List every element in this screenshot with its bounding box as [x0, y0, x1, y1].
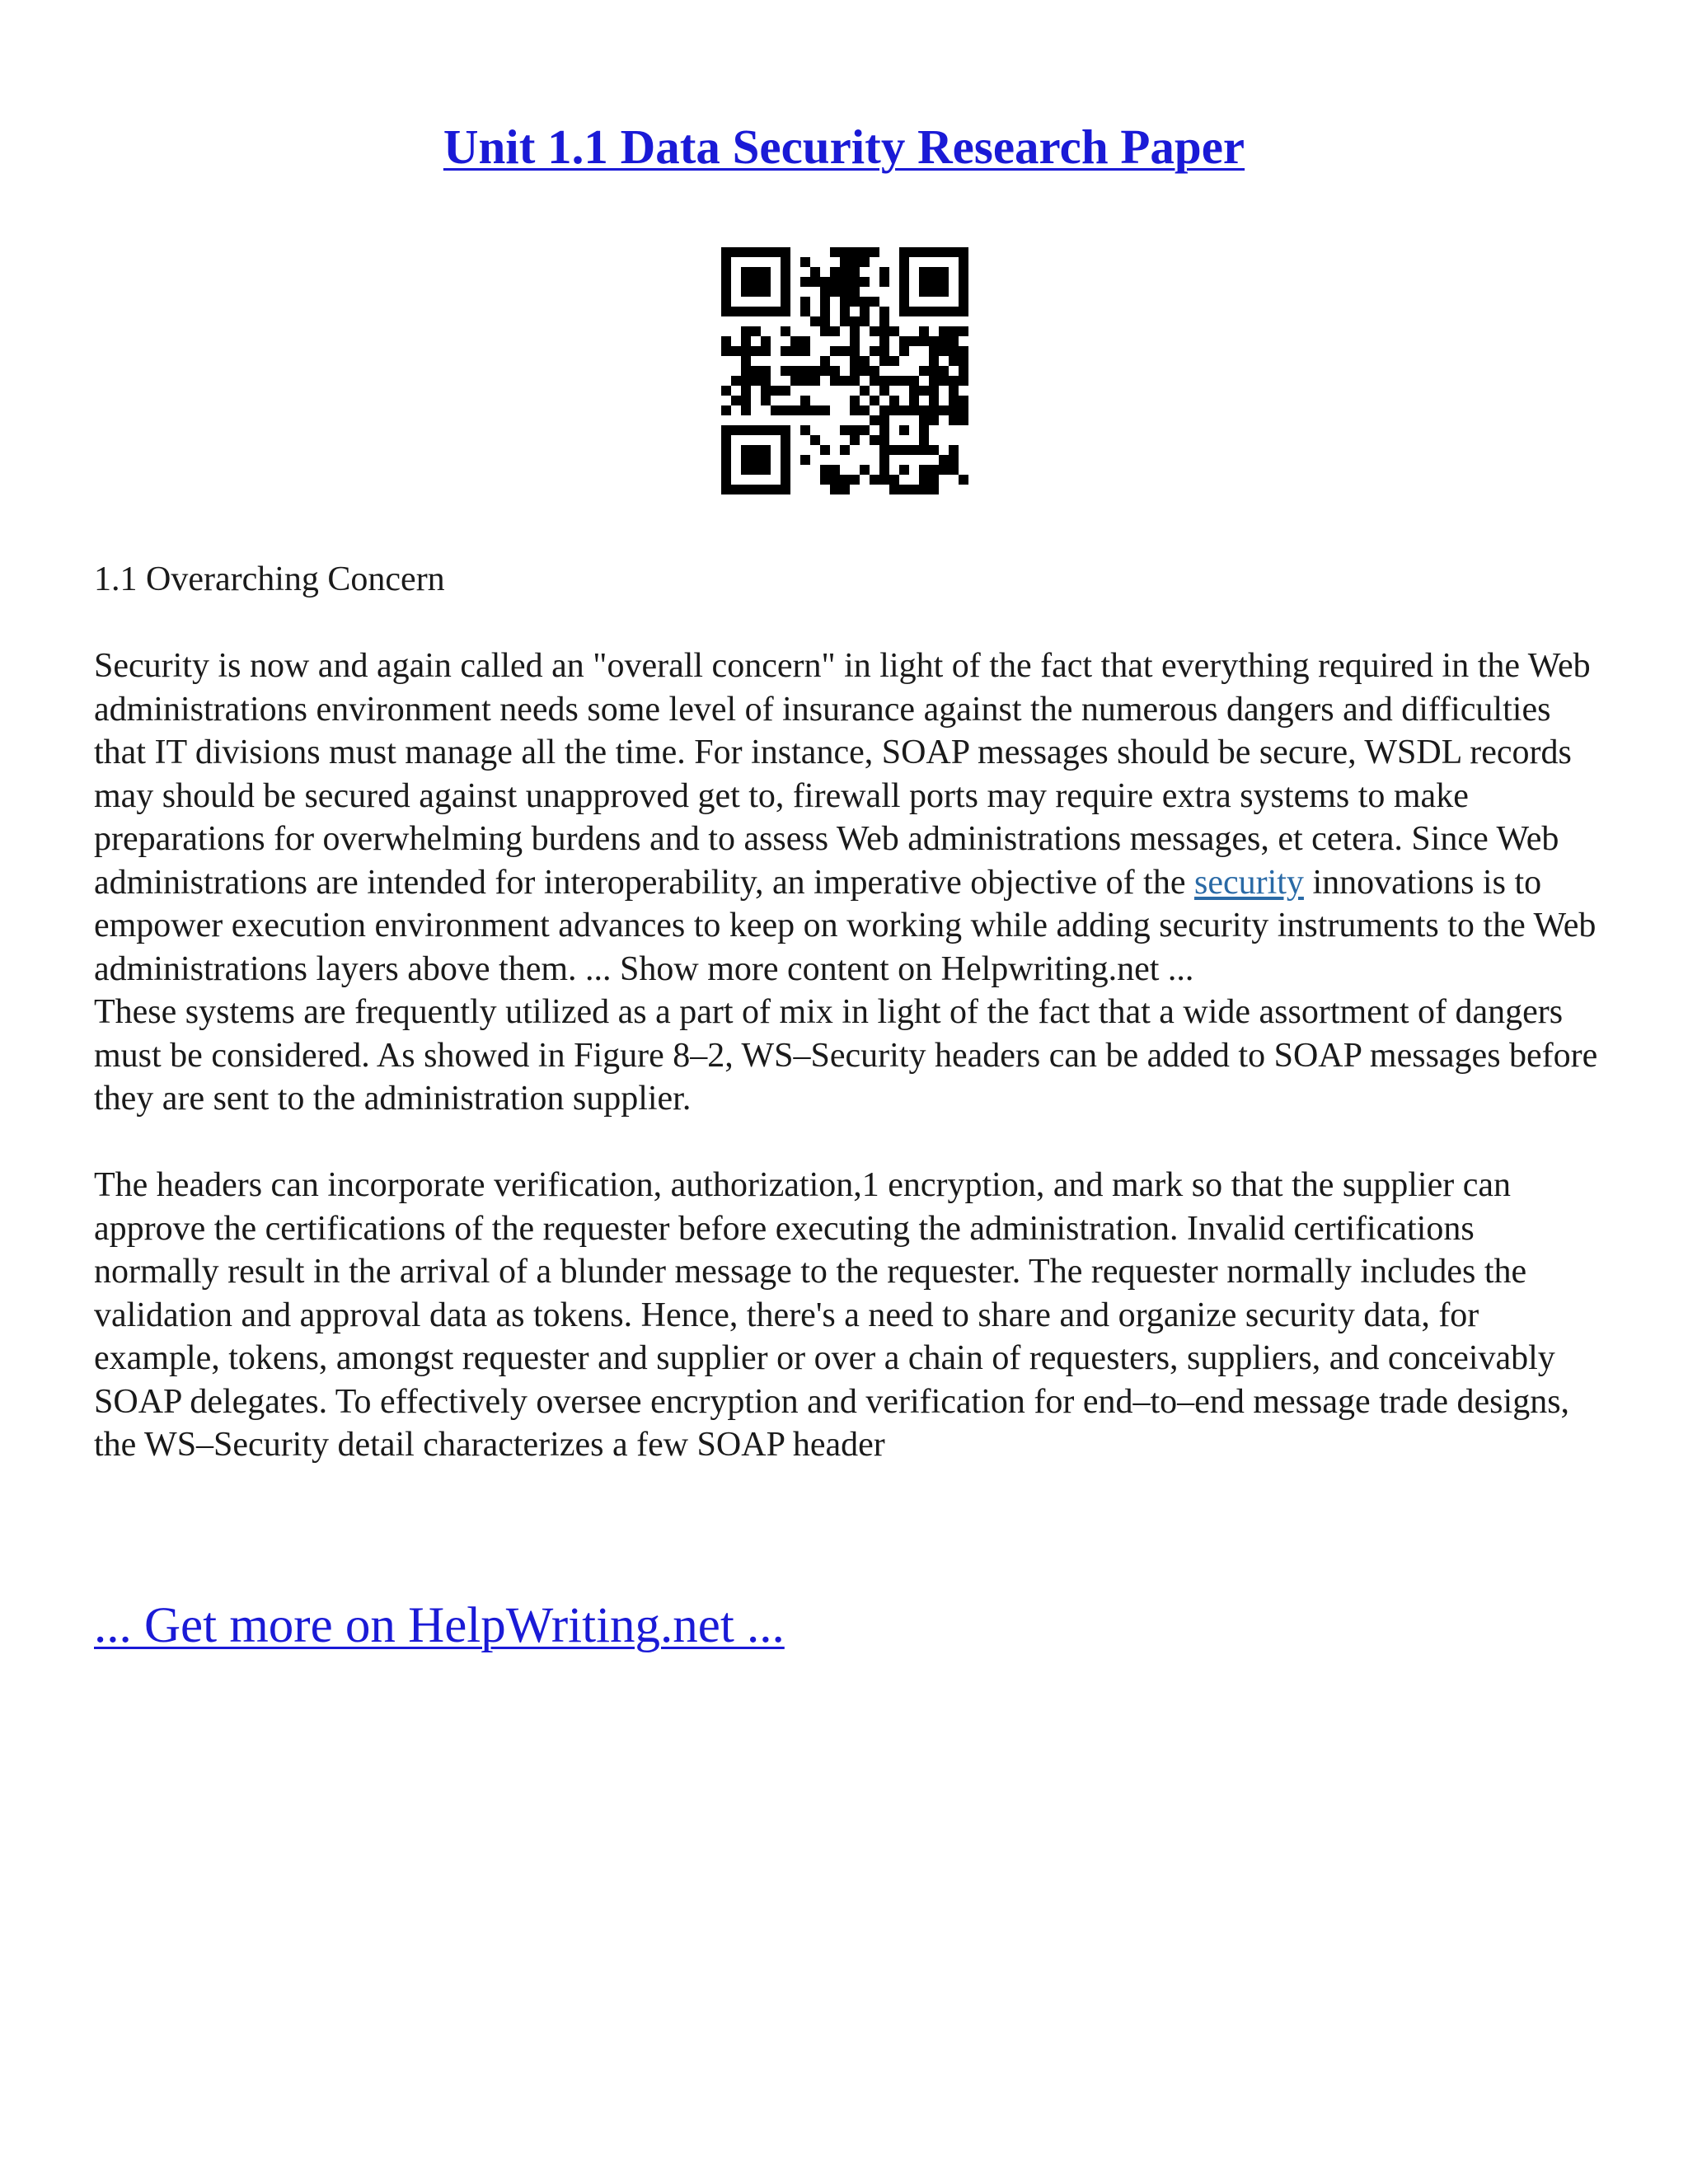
document-body — [94, 558, 1602, 1467]
title-link[interactable]: Unit 1.1 Data Security Research Paper — [443, 120, 1245, 174]
page-title — [0, 114, 1688, 180]
paragraph-1-text-end: innovations is to empower execution environment advances to keep on working while adding security instruments to the Web administrations layers above them. ... Show more content on Helpwriting.net ... — [94, 863, 1597, 988]
get-more-link[interactable]: ... Get more on HelpWriting.net ... — [94, 1598, 785, 1653]
paragraph-1 — [94, 644, 1602, 991]
paragraph-1-text-start: Security is now and again called an "overall concern" in light of the fact that everything required in the Web administrations environment needs some level of insurance against the numerous dangers and difficulties that IT divisions must manage all the time. For instance, SOAP messages should be secure, WSDL records may should be secured against unapproved get to, firewall ports may require extra systems to make preparations for overwhelming burdens and to assess Web administrations messages, et cetera. Since Web administrations are intended for interoperability, an imperative objective of the — [94, 647, 1591, 902]
section-heading: 1.1 Overarching Concern — [94, 560, 445, 598]
get-more-container — [94, 1593, 785, 1659]
security-link[interactable]: security — [1193, 863, 1304, 902]
qr-code-icon — [721, 247, 968, 494]
paragraph-3: The headers can incorporate verification, authorization,1 encryption, and mark so that the supplier can approve the certifications of the requester before executing the administration. Invalid certifications normally result in the arrival of a blunder message to the requester. The requester normally includes the validation and approval data as tokens. Hence, there's a need to share and organize security data, for example, tokens, amongst requester and supplier or over a chain of requesters, suppliers, and conceivably SOAP delegates. To effectively oversee encryption and verification for end–to–end message trade designs, the WS–Security detail characterizes a few SOAP header — [94, 1166, 1570, 1464]
paragraph-2: These systems are frequently utilized as a part of mix in light of the fact that a wide assortment of dangers must be considered. As showed in Figure 8–2, WS–Security headers can be added to SOAP messages before they are sent to the administration supplier. — [94, 993, 1598, 1118]
